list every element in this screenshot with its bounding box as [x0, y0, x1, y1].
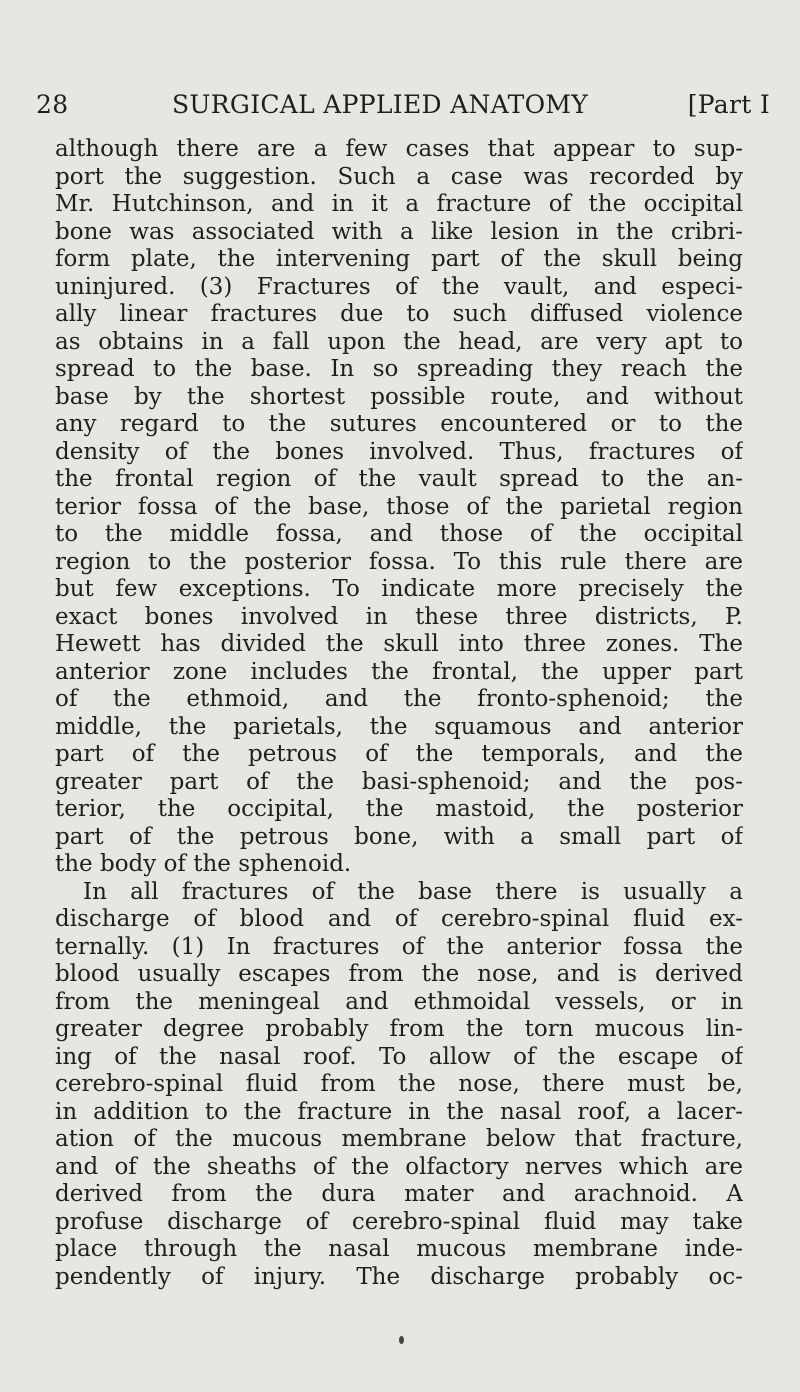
text-line: Hewett has divided the skull into three zones. The — [55, 631, 743, 657]
text-line: and of the sheaths of the olfactory nerves which are — [55, 1153, 743, 1180]
text-line: cerebro-spinal fluid from the nose, there must be, — [55, 1071, 743, 1097]
running-title: SURGICAL APPLIED ANATOMY — [172, 90, 589, 119]
text-line: part of the petrous bone, with a small part of — [55, 823, 743, 850]
text-line: bone was associated with a like lesion in the cribri- — [55, 218, 743, 245]
body-text — [55, 136, 743, 1291]
text-line: form plate, the intervening part of the skull being — [55, 246, 743, 272]
text-line: base by the shortest possible route, and without — [55, 383, 743, 410]
text-line: any regard to the sutures encountered or to the — [55, 411, 743, 437]
ink-speck — [399, 1336, 404, 1344]
text-line: terior fossa of the base, those of the parietal region — [55, 493, 743, 520]
part-label: [Part I — [687, 90, 770, 119]
text-line: terior, the occipital, the mastoid, the posterior — [55, 796, 743, 822]
text-line: pendently of injury. The discharge probably oc- — [55, 1263, 743, 1290]
text-line: ation of the mucous membrane below that fracture, — [55, 1126, 743, 1152]
text-line: the frontal region of the vault spread to the an- — [55, 466, 743, 492]
text-line: spread to the base. In so spreading they reach the — [55, 356, 743, 382]
text-line: anterior zone includes the frontal, the upper part — [55, 658, 743, 685]
text-line: to the middle fossa, and those of the occipital — [55, 521, 743, 547]
text-line: blood usually escapes from the nose, and is derived — [55, 961, 743, 987]
text-line: exact bones involved in these three districts, P. — [55, 603, 743, 630]
text-line: part of the petrous of the temporals, and the — [55, 741, 743, 767]
text-line: middle, the parietals, the squamous and anterior — [55, 713, 743, 740]
text-line: from the meningeal and ethmoidal vessels, or in — [55, 988, 743, 1015]
text-line: ternally. (1) In fractures of the anterior fossa the — [55, 933, 743, 960]
text-line: ally linear fractures due to such diffused violence — [55, 301, 743, 327]
text-line: uninjured. (3) Fractures of the vault, and especi- — [55, 273, 743, 300]
text-line: although there are a few cases that appear to sup- — [55, 136, 743, 162]
text-line: place through the nasal mucous membrane inde- — [55, 1236, 743, 1262]
text-line: profuse discharge of cerebro-spinal fluid may take — [55, 1208, 743, 1235]
text-line: Mr. Hutchinson, and in it a fracture of the occipital — [55, 191, 743, 217]
text-line: of the ethmoid, and the fronto-sphenoid; the — [55, 686, 743, 712]
text-line: greater part of the basi-sphenoid; and the pos- — [55, 768, 743, 795]
text-line: port the suggestion. Such a case was recorded by — [55, 163, 743, 190]
text-line: in addition to the fracture in the nasal roof, a lacer- — [55, 1098, 743, 1125]
paragraph-end-line: the body of the sphenoid. — [55, 851, 352, 877]
text-line: region to the posterior fossa. To this rule there are — [55, 548, 743, 575]
text-line: as obtains in a fall upon the head, are very apt to — [55, 328, 743, 355]
text-line: but few exceptions. To indicate more precisely the — [55, 576, 743, 602]
running-head — [36, 90, 770, 124]
text-line: discharge of blood and of cerebro-spinal fluid ex- — [55, 906, 743, 932]
page-number: 28 — [36, 90, 69, 119]
text-line: derived from the dura mater and arachnoid. A — [55, 1181, 743, 1207]
text-line: ing of the nasal roof. To allow of the escape of — [55, 1043, 743, 1070]
text-line: greater degree probably from the torn mucous lin- — [55, 1016, 743, 1042]
paragraph-start-line: In all fractures of the base there is usually a — [83, 878, 743, 905]
text-line: density of the bones involved. Thus, fractures of — [55, 438, 743, 465]
